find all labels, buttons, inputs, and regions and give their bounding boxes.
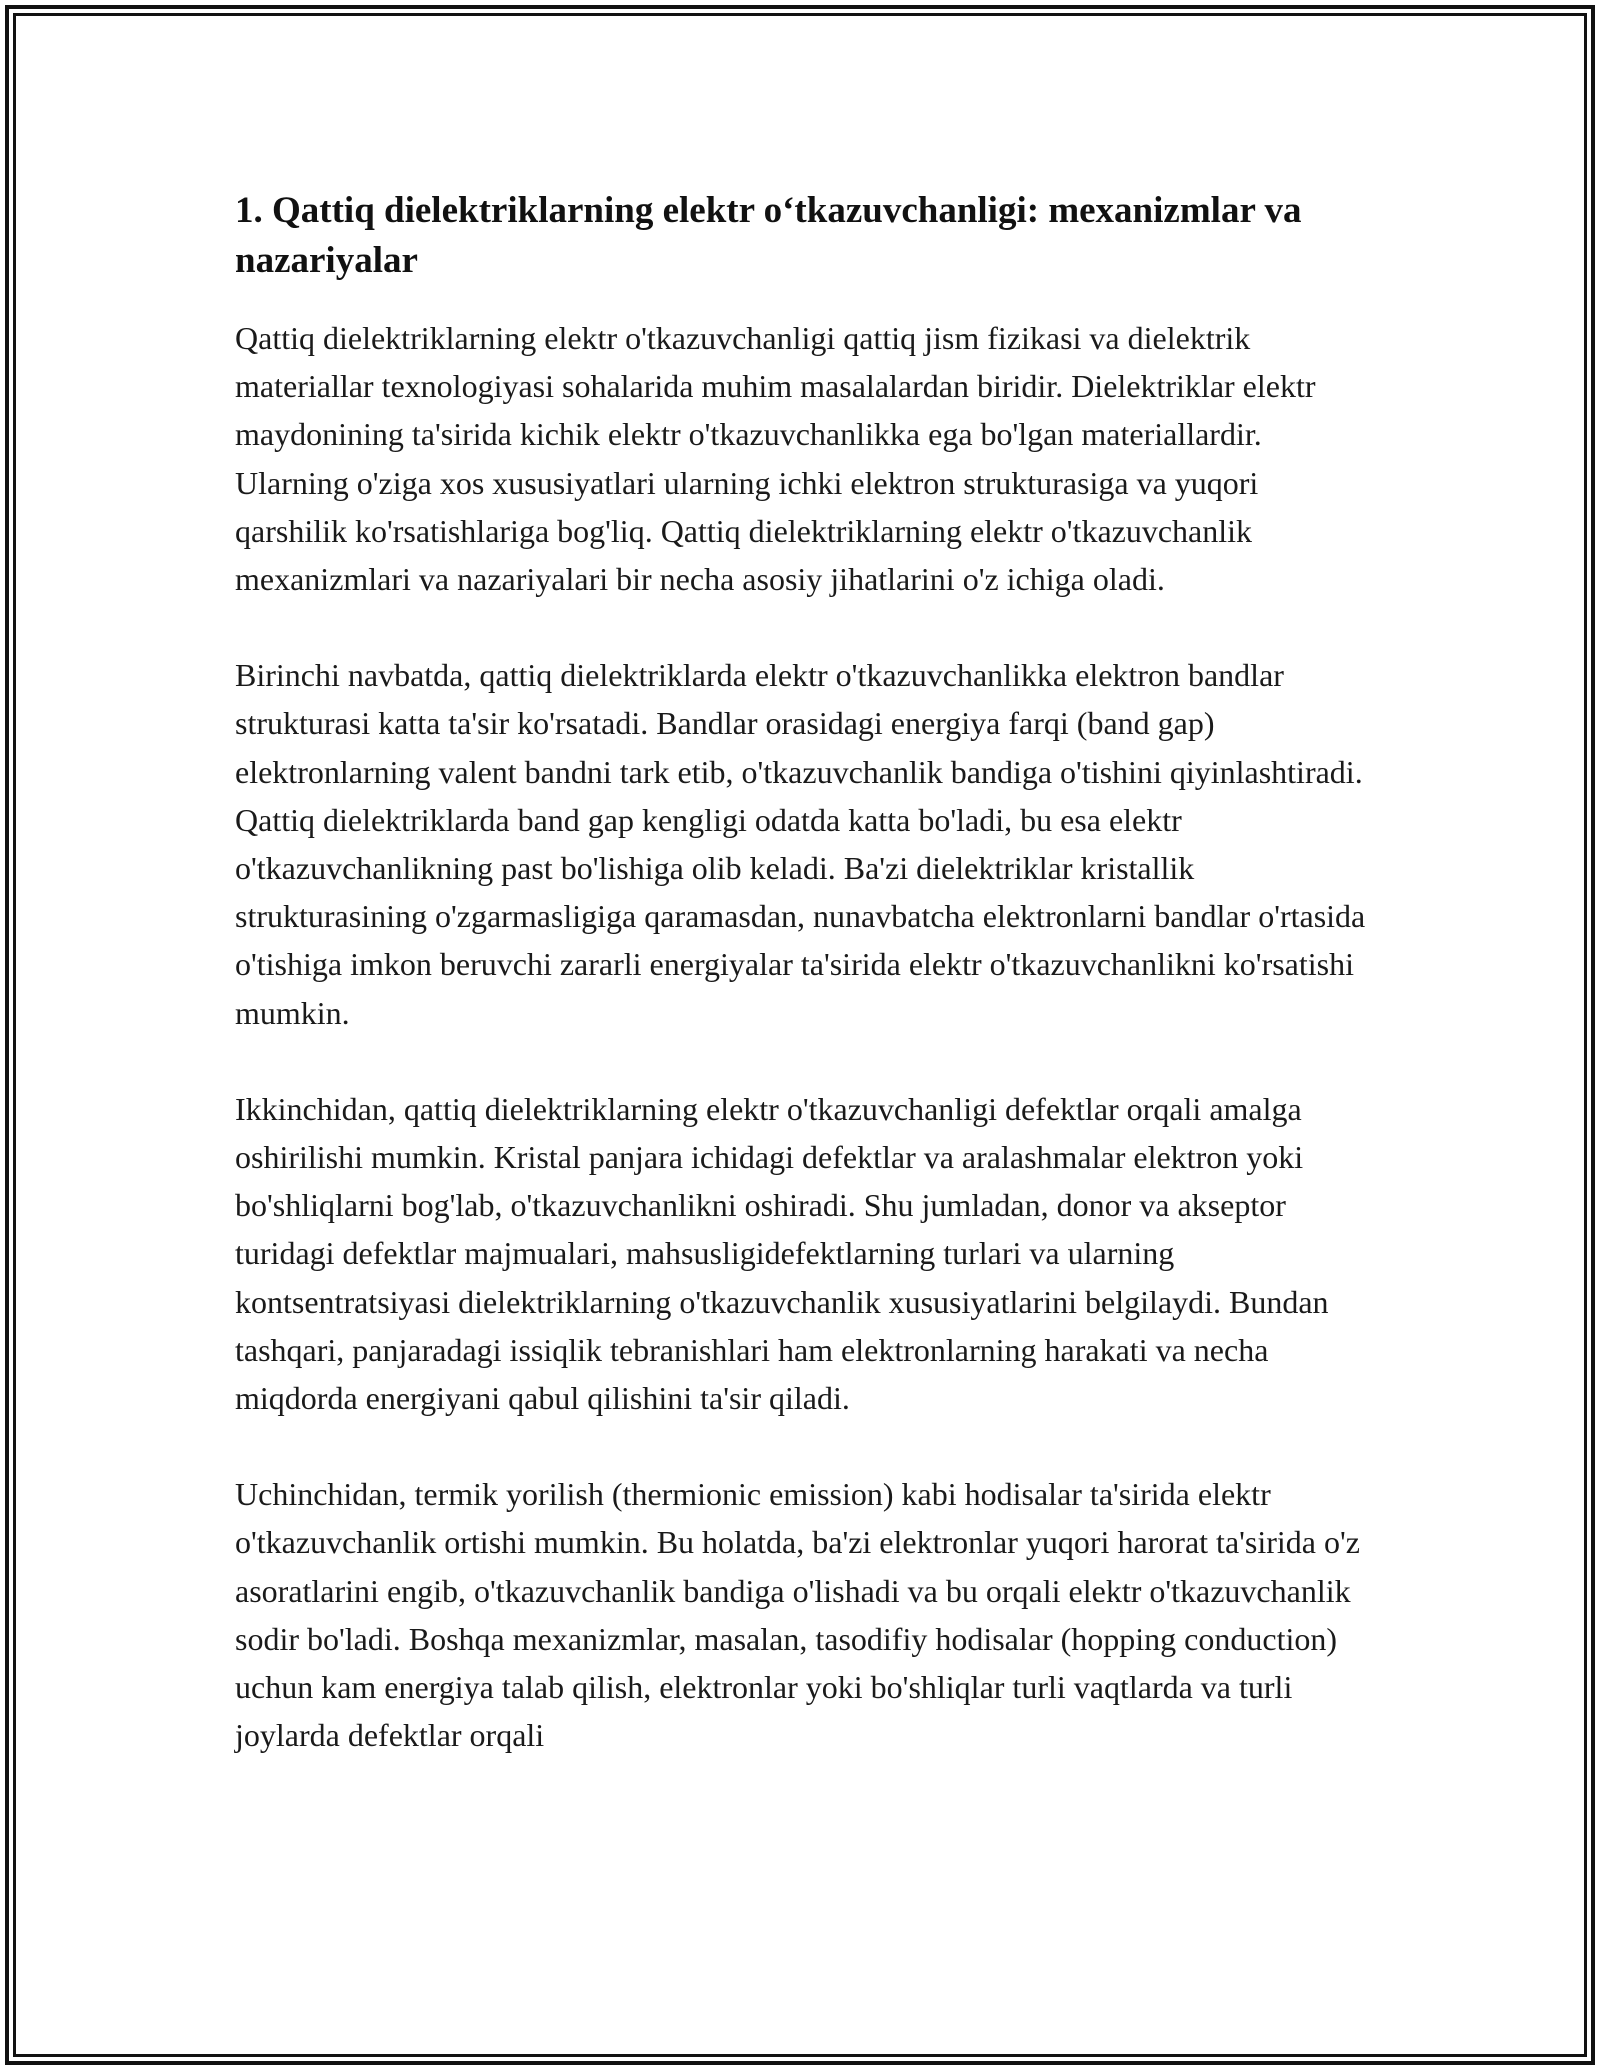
paragraph-1: Qattiq dielektriklarning elektr o'tkazuvchanligi qattiq jism fizikasi va dielektrik materiallar texnologiyasi sohalarida muhim masalalardan biridir. Dielektriklar elektr maydonining ta'sirida kichik elektr o'tkazuvchanlikka ega bo'lgan materiallardir. Ularning o'ziga xos xususiyatlari ularning ichki elektron strukturasiga va yuqori qarshilik ko'rsatishlariga bog'liq. Qattiq dielektriklarning elektr o'tkazuvchanlik mexanizmlari va nazariyalari bir necha asosiy jihatlarini o'z ichiga oladi. <box>235 320 1316 598</box>
document-body <box>235 186 1375 1759</box>
paragraph-3: Ikkinchidan, qattiq dielektriklarning elektr o'tkazuvchanligi defektlar orqali amalga oshirilishi mumkin. Kristal panjara ichidagi defektlar va aralashmalar elektron yoki bo'shliqlarni bog'lab, o'tkazuvchanlikni oshiradi. Shu jumladan, donor va akseptor turidagi defektlar majmualari, mahsusligidefektlarning turlari va ularning kontsentratsiyasi dielektriklarning o'tkazuvchanlik xususiyatlarini belgilaydi. Bundan tashqari, panjaradagi issiqlik tebranishlari ham elektronlarning harakati va necha miqdorda energiyani qabul qilishini ta'sir qiladi. <box>235 1090 1329 1417</box>
paragraph-4: Uchinchidan, termik yorilish (thermionic emission) kabi hodisalar ta'sirida elektr o'tkazuvchanlik ortishi mumkin. Bu holatda, ba'zi elektronlar yuqori harorat ta'sirida o'z asoratlarini engib, o'tkazuvchanlik bandiga o'lishadi va bu orqali elektr o'tkazuvchanlik sodir bo'ladi. Boshqa mexanizmlar, masalan, tasodifiy hodisalar (hopping conduction) uchun kam energiya talab qilish, elektronlar yoki bo'shliqlar turli vaqtlarda va turli joylarda defektlar orqali <box>235 1476 1360 1754</box>
section-heading: 1. Qattiq dielektriklarning elektr o‘tkazuvchanligi: mexanizmlar va nazariyalar <box>235 190 1302 281</box>
paragraph-2: Birinchi navbatda, qattiq dielektriklarda elektr o'tkazuvchanlikka elektron bandlar strukturasi katta ta'sir ko'rsatadi. Bandlar orasidagi energiya farqi (band gap) elektronlarning valent bandni tark etib, o'tkazuvchanlik bandiga o'tishini qiyinlashtiradi. Qattiq dielektriklarda band gap kengligi odatda katta bo'ladi, bu esa elektr o'tkazuvchanlikning past bo'lishiga olib keladi. Ba'zi dielektriklar kristallik strukturasining o'zgarmasligiga qaramasdan, nunavbatcha elektronlarni bandlar o'rtasida o'tishiga imkon beruvchi zararli energiyalar ta'sirida elektr o'tkazuvchanlikni ko'rsatishi mumkin. <box>235 657 1366 1031</box>
